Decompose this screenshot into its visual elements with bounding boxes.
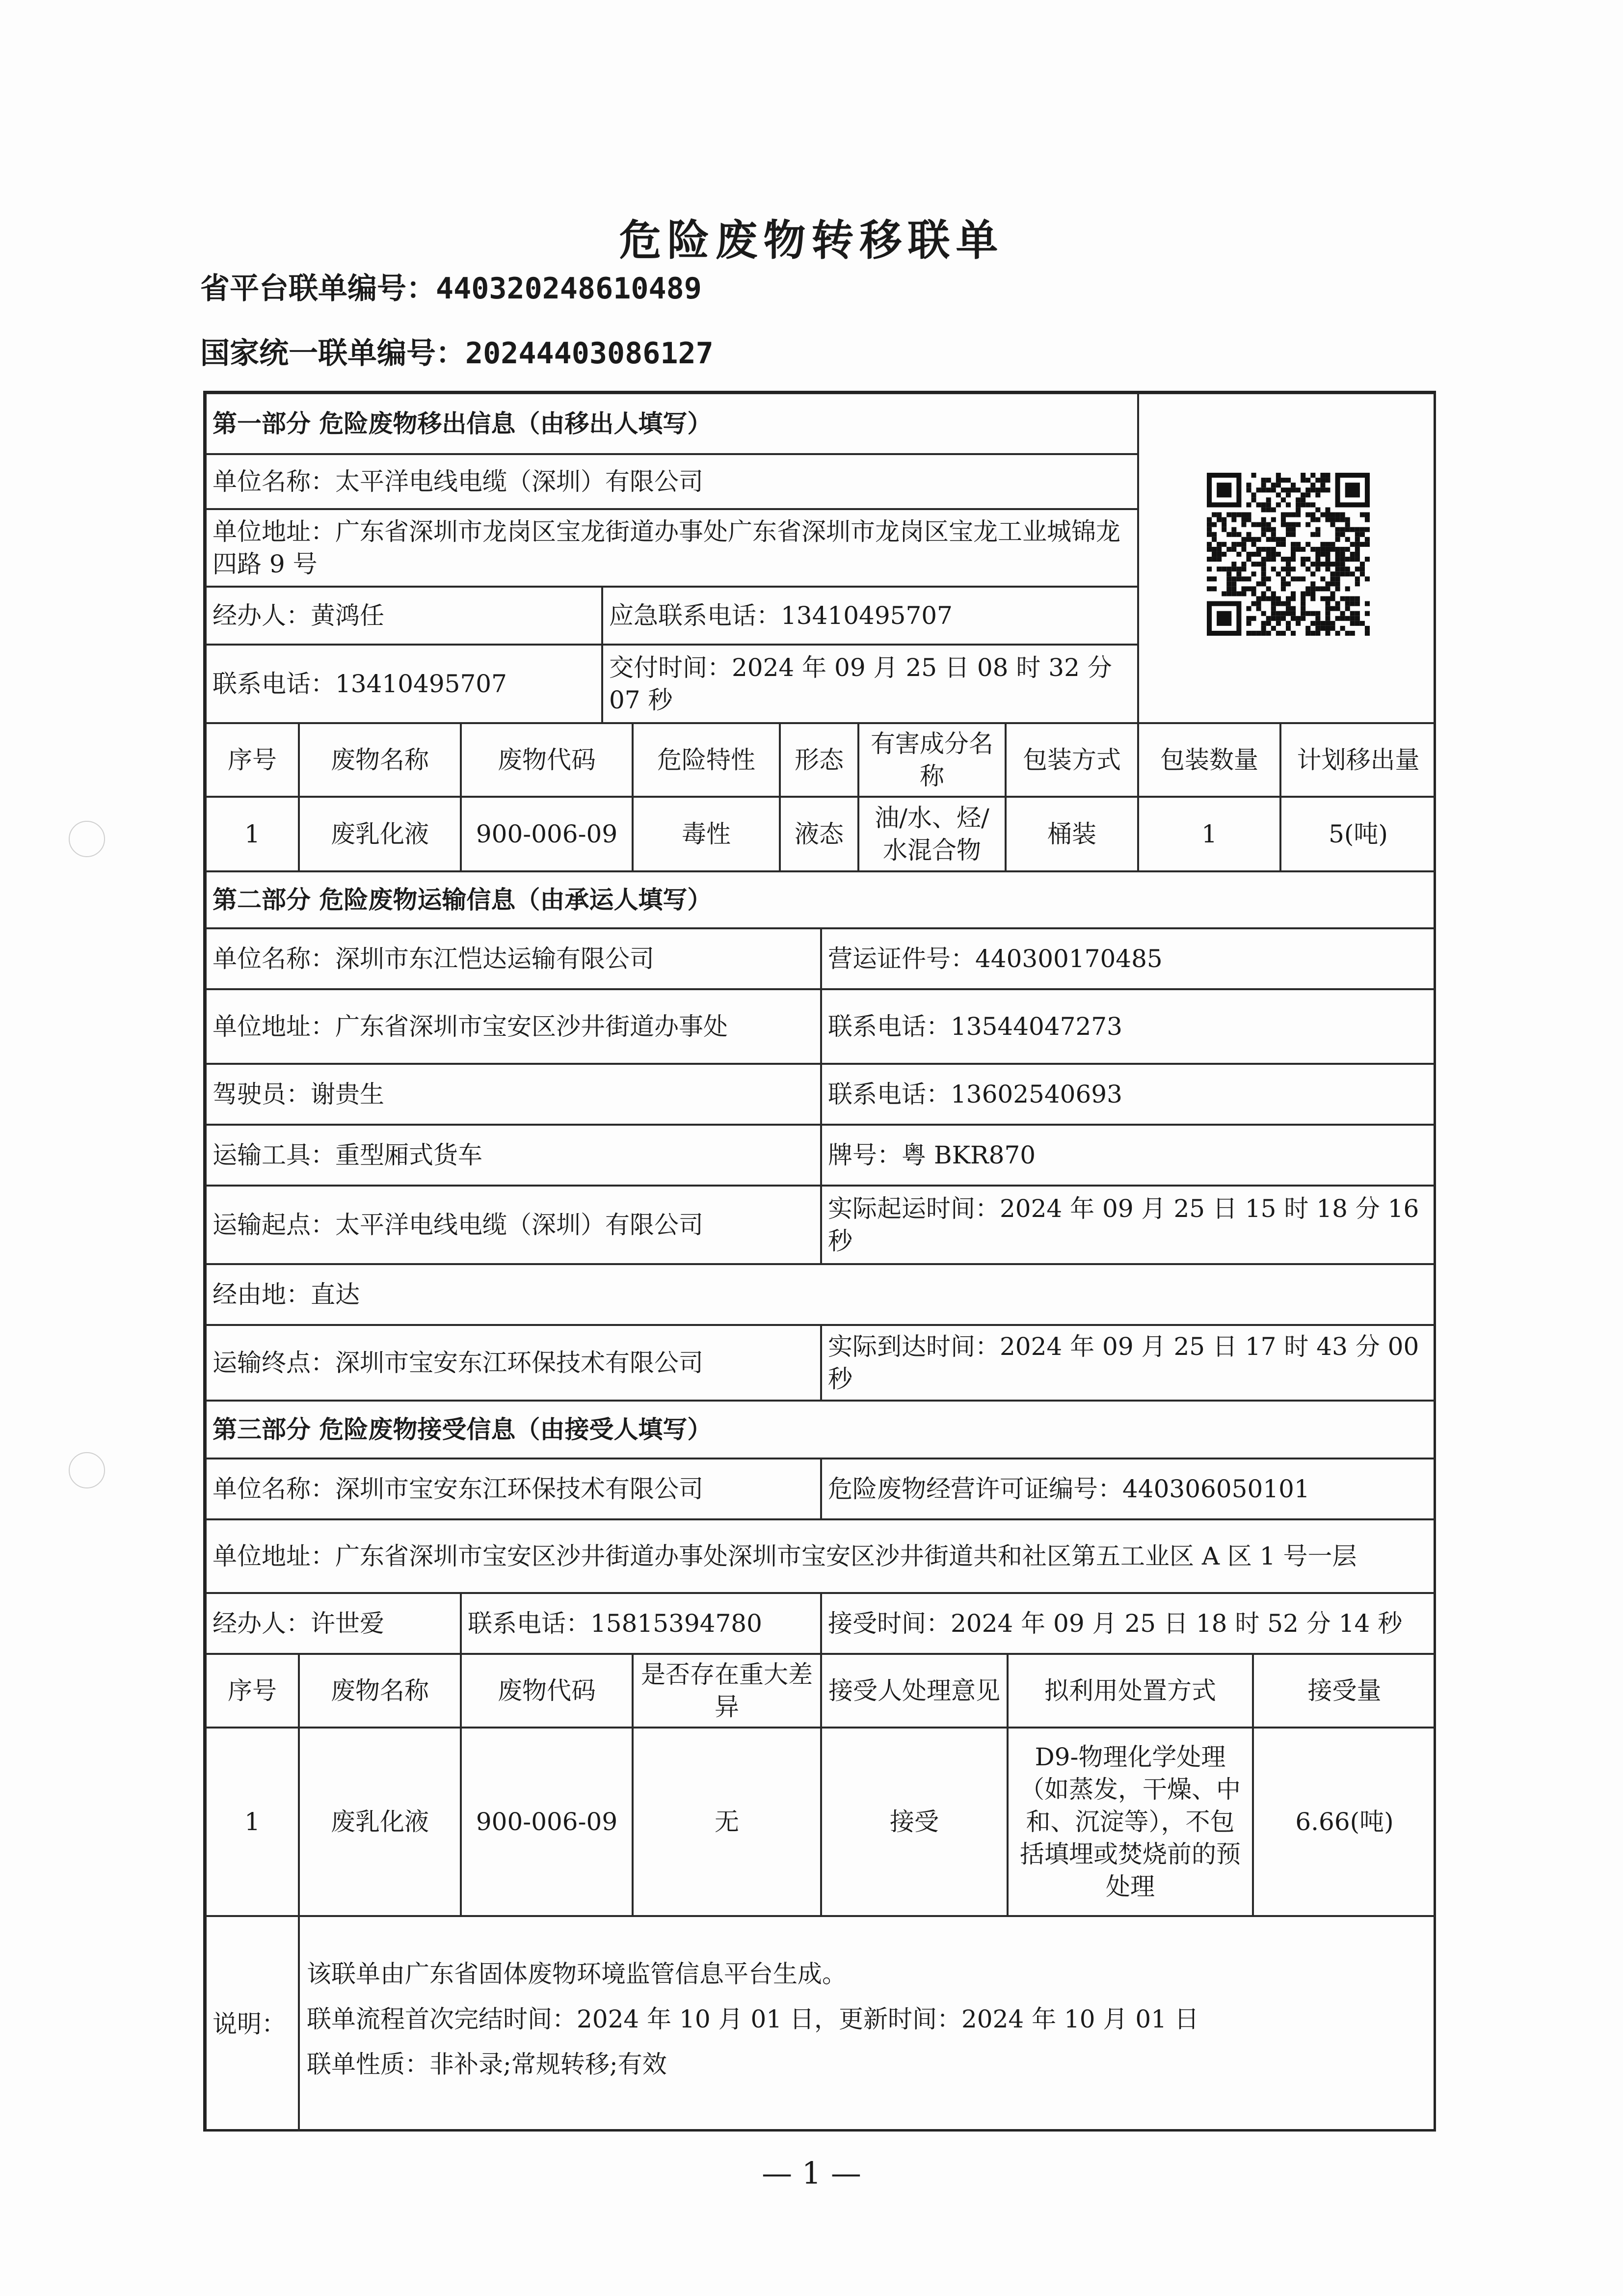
p3-row-disposal: D9-物理化学处理（如蒸发，干燥、中和、沉淀等），不包括填埋或焚烧前的预处理 (1008, 1728, 1253, 1916)
p1-col-seq: 序号 (206, 723, 299, 797)
p1-row-form: 液态 (780, 797, 858, 871)
p3-col-received-qty: 接受量 (1253, 1654, 1436, 1728)
part1-heading: 第一部分 危险废物移出信息（由移出人填写） (206, 393, 1138, 454)
p1-row-seq: 1 (206, 797, 299, 871)
binding-hole (69, 821, 105, 857)
p3-row-received-qty: 6.66(吨) (1253, 1728, 1436, 1916)
p3-row-opinion: 接受 (821, 1728, 1008, 1916)
p3-col-code: 废物代码 (461, 1654, 633, 1728)
p3-row-discrepancy: 无 (633, 1728, 821, 1916)
p1-col-components: 有害成分名称 (858, 723, 1006, 797)
part2-destination: 运输终点：深圳市宝安东江环保技术有限公司 (206, 1325, 821, 1401)
part2-route: 经由地：直达 (206, 1264, 1436, 1325)
p1-row-components: 油/水、烃/水混合物 (858, 797, 1006, 871)
national-manifest-value: 20244403086127 (465, 336, 714, 371)
p1-row-hazard: 毒性 (633, 797, 780, 871)
qr-code-cell (1138, 393, 1436, 723)
p1-row-code: 900-006-09 (461, 797, 633, 871)
p1-col-planned-qty: 计划移出量 (1280, 723, 1436, 797)
part2-unit-address: 单位地址：广东省深圳市宝安区沙井街道办事处 (206, 989, 821, 1064)
national-manifest-number (200, 330, 714, 372)
p3-row-code: 900-006-09 (461, 1728, 633, 1916)
p3-col-name: 废物名称 (299, 1654, 461, 1728)
part3-phone: 联系电话：15815394780 (461, 1593, 821, 1654)
page-number: — 1 — (762, 2155, 861, 2191)
binding-hole (69, 1452, 105, 1488)
part2-phone1: 联系电话：13544047273 (821, 989, 1436, 1064)
notes-label: 说明： (206, 1916, 299, 2132)
qr-code-icon (1207, 473, 1370, 636)
p1-col-form: 形态 (780, 723, 858, 797)
p1-col-packaging: 包装方式 (1006, 723, 1138, 797)
part3-heading: 第三部分 危险废物接受信息（由接受人填写） (206, 1401, 1436, 1459)
part3-unit-address: 单位地址：广东省深圳市宝安区沙井街道办事处深圳市宝安区沙井街道共和社区第五工业区 A 区 1 号一层 (206, 1519, 1436, 1593)
part2-phone2: 联系电话：13602540693 (821, 1064, 1436, 1125)
part2-license: 营运证件号：440300170485 (821, 928, 1436, 989)
transfer-manifest-form (203, 391, 1436, 2132)
part1-unit-address: 单位地址：广东省深圳市龙岗区宝龙街道办事处广东省深圳市龙岗区宝龙工业城锦龙四路 9 号 (206, 509, 1138, 587)
part2-driver: 驾驶员：谢贵生 (206, 1064, 821, 1125)
p1-col-hazard: 危险特性 (633, 723, 780, 797)
part1-phone: 联系电话：13410495707 (206, 645, 602, 723)
p1-row-name: 废乳化液 (299, 797, 461, 871)
part3-permit: 危险废物经营许可证编号：440306050101 (821, 1459, 1436, 1519)
document-title: 危险废物转移联单 (619, 216, 1004, 265)
p1-col-name: 废物名称 (299, 723, 461, 797)
part3-receive-time: 接受时间：2024 年 09 月 25 日 18 时 52 分 14 秒 (821, 1593, 1436, 1654)
p3-row-seq: 1 (206, 1728, 299, 1916)
part1-handler: 经办人：黄鸿任 (206, 587, 602, 645)
p1-col-pack-qty: 包装数量 (1138, 723, 1280, 797)
province-manifest-number (200, 265, 702, 307)
p3-col-seq: 序号 (206, 1654, 299, 1728)
national-manifest-label: 国家统一联单编号： (200, 336, 465, 371)
province-manifest-label: 省平台联单编号： (200, 271, 436, 306)
p1-row-packaging: 桶装 (1006, 797, 1138, 871)
part1-emergency-phone: 应急联系电话：13410495707 (602, 587, 1138, 645)
p1-col-code: 废物代码 (461, 723, 633, 797)
province-manifest-value: 440320248610489 (436, 271, 702, 306)
part3-handler: 经办人：许世爱 (206, 1593, 461, 1654)
part2-vehicle: 运输工具：重型厢式货车 (206, 1125, 821, 1186)
part2-heading: 第二部分 危险废物运输信息（由承运人填写） (206, 871, 1436, 928)
notes-line-1: 该联单由广东省固体废物环境监管信息平台生成。 (307, 1960, 847, 1988)
p3-col-disposal: 拟利用处置方式 (1008, 1654, 1253, 1728)
p3-row-name: 废乳化液 (299, 1728, 461, 1916)
part3-unit-name: 单位名称：深圳市宝安东江环保技术有限公司 (206, 1459, 821, 1519)
p3-col-discrepancy: 是否存在重大差异 (633, 1654, 821, 1728)
notes-content (299, 1916, 1436, 2132)
p1-row-pack-qty: 1 (1138, 797, 1280, 871)
part1-unit-name: 单位名称：太平洋电线电缆（深圳）有限公司 (206, 454, 1138, 509)
part2-origin: 运输起点：太平洋电线电缆（深圳）有限公司 (206, 1186, 821, 1264)
p3-col-opinion: 接受人处理意见 (821, 1654, 1008, 1728)
part2-plate: 牌号：粤 BKR870 (821, 1125, 1436, 1186)
p1-row-planned-qty: 5(吨) (1280, 797, 1436, 871)
part2-unit-name: 单位名称：深圳市东江恺达运输有限公司 (206, 928, 821, 989)
notes-line-2: 联单流程首次完结时间：2024 年 10 月 01 日，更新时间：2024 年 10 月 01 日 (307, 2005, 1199, 2033)
part2-arrival-time: 实际到达时间：2024 年 09 月 25 日 17 时 43 分 00 秒 (821, 1325, 1436, 1401)
part1-delivery-time: 交付时间：2024 年 09 月 25 日 08 时 32 分 07 秒 (602, 645, 1138, 723)
part2-start-time: 实际起运时间：2024 年 09 月 25 日 15 时 18 分 16 秒 (821, 1186, 1436, 1264)
notes-line-3: 联单性质：非补录;常规转移;有效 (307, 2050, 667, 2079)
